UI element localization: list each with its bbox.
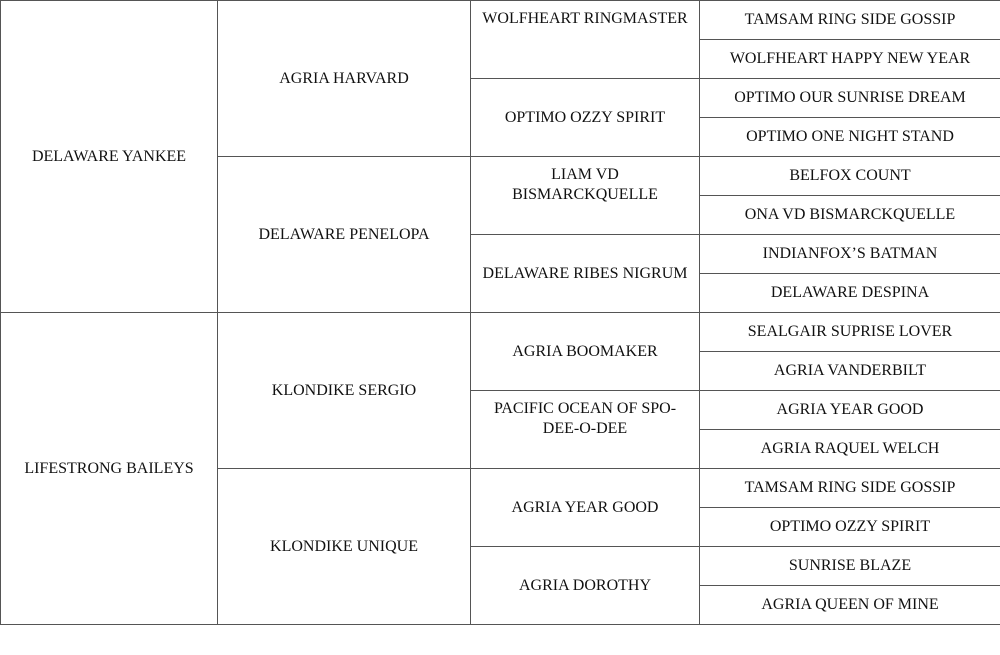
dam-dam-sire-dam: OPTIMO OZZY SPIRIT [700,508,1000,547]
sire-dam-sire-dam: ONA VD BISMARCKQUELLE [700,196,1000,235]
dam-sire-sire: AGRIA BOOMAKER [471,313,700,391]
sire-dam-sire-sire: BELFOX COUNT [700,157,1000,196]
sire-dam-dam-dam: DELAWARE DESPINA [700,274,1000,313]
pedigree-row [1,313,1000,352]
sire-sire-dam-sire: OPTIMO OUR SUNRISE DREAM [700,79,1000,118]
sire-sire-dam-dam: OPTIMO ONE NIGHT STAND [700,118,1000,157]
dam-dam-dam-dam: AGRIA QUEEN OF MINE [700,586,1000,625]
sire-sire-sire: WOLFHEART RINGMASTER [471,1,700,79]
dam-dam: KLONDIKE UNIQUE [218,469,471,625]
dam-dam-sire: AGRIA YEAR GOOD [471,469,700,547]
dam: LIFESTRONG BAILEYS [1,313,218,625]
sire-sire: AGRIA HARVARD [218,1,471,157]
dam-sire: KLONDIKE SERGIO [218,313,471,469]
sire-dam-sire: LIAM VD BISMARCKQUELLE [471,157,700,235]
pedigree-row [1,1,1000,40]
sire-sire-sire-dam: WOLFHEART HAPPY NEW YEAR [700,40,1000,79]
dam-dam-dam: AGRIA DOROTHY [471,547,700,625]
dam-dam-dam-sire: SUNRISE BLAZE [700,547,1000,586]
sire-sire-dam: OPTIMO OZZY SPIRIT [471,79,700,157]
dam-sire-sire-sire: SEALGAIR SUPRISE LOVER [700,313,1000,352]
sire-dam-dam: DELAWARE RIBES NIGRUM [471,235,700,313]
dam-sire-dam-sire: AGRIA YEAR GOOD [700,391,1000,430]
dam-sire-dam-dam: AGRIA RAQUEL WELCH [700,430,1000,469]
dam-sire-sire-dam: AGRIA VANDERBILT [700,352,1000,391]
sire-dam: DELAWARE PENELOPA [218,157,471,313]
dam-dam-sire-sire: TAMSAM RING SIDE GOSSIP [700,469,1000,508]
sire-dam-dam-sire: INDIANFOX’S BATMAN [700,235,1000,274]
dam-sire-dam: PACIFIC OCEAN OF SPO-DEE-O-DEE [471,391,700,469]
sire-sire-sire-sire: TAMSAM RING SIDE GOSSIP [700,1,1000,40]
sire: DELAWARE YANKEE [1,1,218,313]
